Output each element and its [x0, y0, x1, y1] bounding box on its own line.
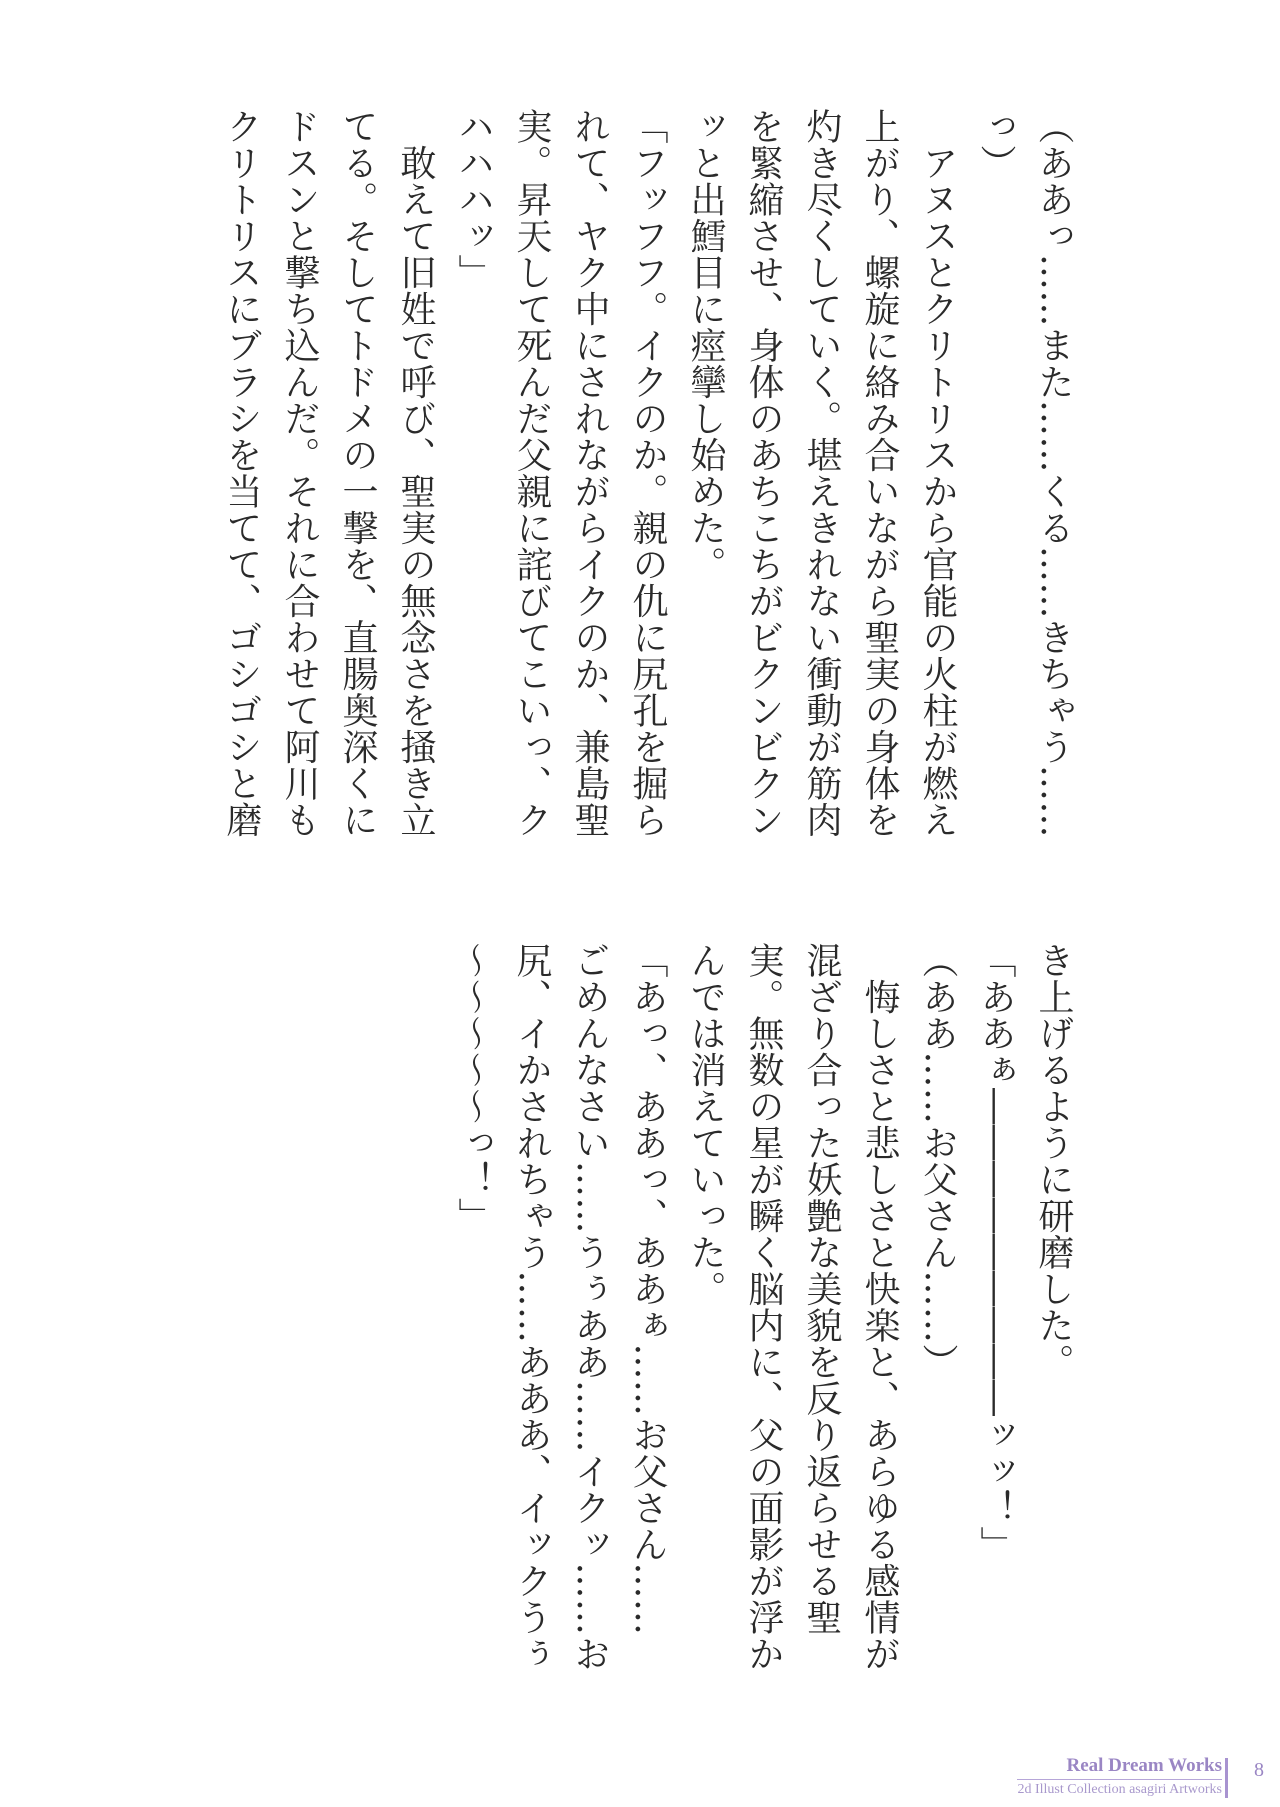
page-number: 8 — [1254, 1759, 1264, 1781]
text-column: 上がり、螺旋に絡み合いながら聖実の身体を — [859, 108, 900, 838]
text-column: 敢えて旧姓で呼び、聖実の無念さを掻き立 — [395, 108, 436, 838]
text-column: アヌスとクリトリスから官能の火柱が燃え — [917, 108, 958, 838]
text-column: ～～～～～っ！」 — [453, 942, 494, 1234]
text-column: クリトリスにブラシを当てて、ゴシゴシと磨 — [221, 108, 262, 838]
text-column: ドスンと撃ち込んだ。それに合わせて阿川も — [279, 108, 320, 838]
text-column: き上げるように研磨した。 — [1033, 942, 1074, 1380]
text-column: てる。そしてトドメの一撃を、直腸奥深くに — [337, 108, 378, 838]
text-column: ハハハッ」 — [453, 108, 494, 291]
text-column: （ああ……お父さん……） — [917, 942, 958, 1380]
footer-vertical-bar — [1225, 1758, 1228, 1798]
text-column: ッと出鱈目に痙攣し始めた。 — [685, 108, 726, 583]
text-column: んでは消えていった。 — [685, 942, 726, 1307]
text-column: 「あっ、ああっ、ああぁ……お父さん…… — [627, 942, 668, 1636]
footer-brand: Real Dream Works — [1066, 1755, 1222, 1776]
text-column: 悔しさと悲しさと快楽と、あらゆる感情が — [859, 942, 900, 1672]
text-block-top — [212, 108, 1082, 838]
text-column: 灼き尽くしていく。堪えきれない衝動が筋肉 — [801, 108, 842, 838]
text-column: れて、ヤク中にされながらイクのか、兼島聖 — [569, 108, 610, 838]
text-column: （ああっ……また……くる……きちゃう…… — [1033, 108, 1074, 838]
footer-divider — [1017, 1779, 1222, 1780]
text-column: 「ああぁ―――――――――ッッ！」 — [975, 942, 1016, 1563]
text-column: っ） — [975, 108, 1016, 181]
text-column: 実。昇天して死んだ父親に詫びてこいっ、ク — [511, 108, 552, 838]
text-column: 混ざり合った妖艶な美貌を反り返らせる聖 — [801, 942, 842, 1636]
text-column: 実。無数の星が瞬く脳内に、父の面影が浮か — [743, 942, 784, 1672]
footer-subtitle: 2d Illust Collection asagiri Artworks — [1017, 1782, 1222, 1797]
page-footer — [880, 1755, 1280, 1807]
text-column: 「フッフフ。イクのか。親の仇に尻孔を掘ら — [627, 108, 668, 838]
text-column: を緊縮させ、身体のあちこちがビクンビクン — [743, 108, 784, 838]
text-column: ごめんなさい……うぅああ……イクッ……お — [569, 942, 610, 1672]
text-column: 尻、イかされちゃう……あああ、イックうぅ — [511, 942, 552, 1672]
text-block-bottom — [444, 942, 1082, 1672]
